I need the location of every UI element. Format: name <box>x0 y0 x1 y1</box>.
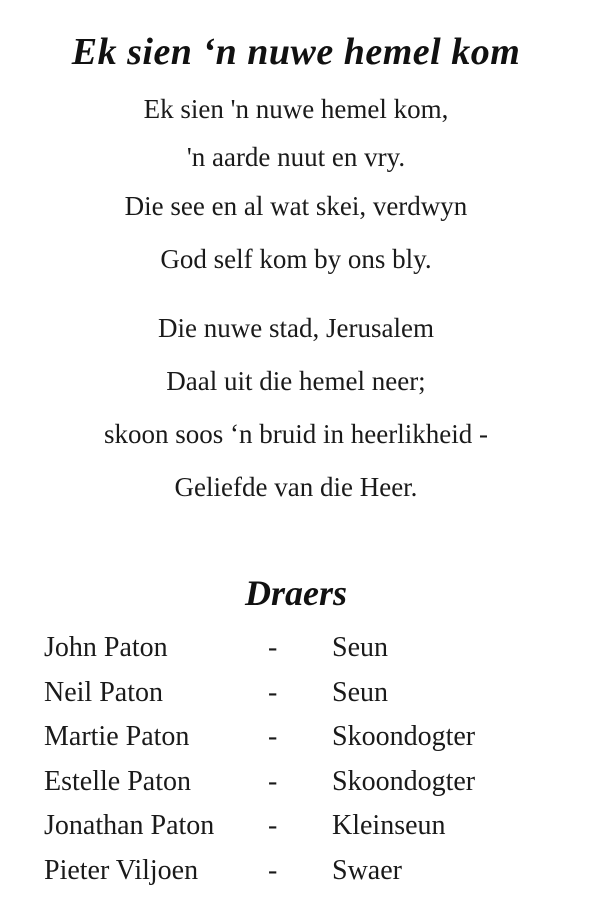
bearer-row <box>44 715 564 760</box>
bearer-dash: - <box>268 810 278 842</box>
bearer-row <box>44 626 564 671</box>
verse-2 <box>0 302 592 514</box>
bearer-role: Skoondogter <box>332 721 476 753</box>
verse-line: Daal uit die hemel neer; <box>166 366 426 396</box>
bearer-role: Seun <box>332 676 388 708</box>
bearer-name: Pieter Viljoen <box>44 854 199 886</box>
bearer-name: Jonathan Paton <box>44 810 215 842</box>
bearer-role: Seun <box>332 632 388 663</box>
verse-line: God self kom by ons bly. <box>160 244 432 274</box>
bearer-dash: - <box>268 721 278 753</box>
bearer-role: Kleinseun <box>332 810 446 842</box>
verse-1 <box>0 84 592 286</box>
verse-line: Die nuwe stad, Jerusalem <box>158 313 434 343</box>
verse-line: Ek sien 'n nuwe hemel kom, <box>143 94 449 124</box>
verse-line: Geliefde van die Heer. <box>174 472 418 502</box>
bearer-row <box>44 849 564 894</box>
bearer-name: Neil Paton <box>44 676 163 708</box>
bearer-row <box>44 760 564 805</box>
hymn-title: Ek sien ‘n nuwe hemel kom <box>71 31 521 73</box>
bearer-name: Estelle Paton <box>44 765 191 797</box>
bearer-row <box>44 804 564 849</box>
bearer-role: Skoondogter <box>332 765 476 797</box>
verse-line: 'n aarde nuut en vry. <box>186 142 406 172</box>
bearer-name: John Paton <box>44 632 168 663</box>
bearers-list <box>44 626 564 894</box>
bearer-name: Martie Paton <box>44 721 190 753</box>
bearer-dash: - <box>268 676 278 708</box>
bearer-row <box>44 671 564 716</box>
bearer-dash: - <box>268 765 278 797</box>
bearers-heading: Draers <box>244 573 347 613</box>
bearer-role: Swaer <box>332 854 402 886</box>
verse-line: skoon soos ‘n bruid in heerlikheid - <box>104 419 488 449</box>
bearer-dash: - <box>268 854 278 886</box>
bearer-dash: - <box>268 632 278 663</box>
verse-line: Die see en al wat skei, verdwyn <box>124 191 468 221</box>
